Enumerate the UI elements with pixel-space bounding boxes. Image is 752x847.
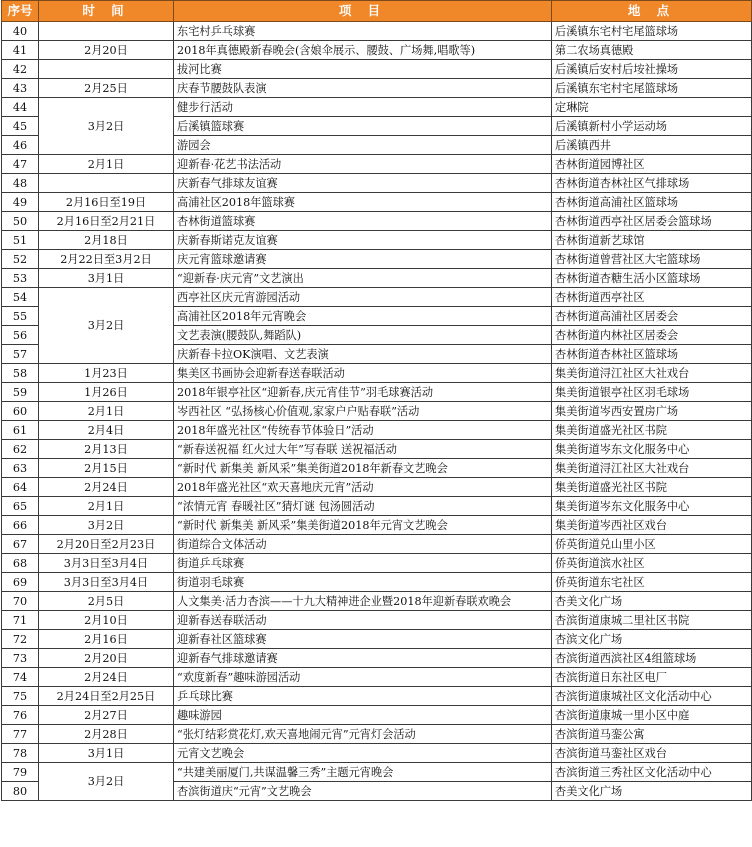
row-place: 杏滨街道西滨社区4组篮球场 [552, 649, 752, 668]
table-row [2, 383, 752, 402]
table-row [2, 535, 752, 554]
table-row [2, 592, 752, 611]
row-place: 杏滨街道康城一里小区中庭 [552, 706, 752, 725]
row-no: 54 [2, 288, 39, 307]
row-no: 53 [2, 269, 39, 288]
row-item: 街道综合文体活动 [174, 535, 552, 554]
row-no: 64 [2, 478, 39, 497]
row-date: 2月20日 [39, 41, 174, 60]
row-date: 3月3日至3月4日 [39, 554, 174, 573]
row-no: 61 [2, 421, 39, 440]
row-place: 杏林街道园博社区 [552, 155, 752, 174]
row-item: 后溪镇篮球赛 [174, 117, 552, 136]
row-place: 定琳院 [552, 98, 752, 117]
row-item: 2018年银亭社区“迎新春,庆元宵佳节”羽毛球赛活动 [174, 383, 552, 402]
table-row [2, 60, 752, 79]
table-row [2, 364, 752, 383]
row-no: 44 [2, 98, 39, 117]
table-row [2, 706, 752, 725]
row-place: 杏林街道曾营社区大宅篮球场 [552, 250, 752, 269]
row-date: 2月25日 [39, 79, 174, 98]
row-place: 杏美文化广场 [552, 782, 752, 801]
row-place: 杏滨街道马銮公寓 [552, 725, 752, 744]
row-date [39, 22, 174, 41]
events-table [1, 0, 752, 801]
table-row [2, 478, 752, 497]
row-no: 80 [2, 782, 39, 801]
row-item: “浓情元宵 春暖社区”猜灯谜 包汤圆活动 [174, 497, 552, 516]
table-row [2, 193, 752, 212]
row-place: 杏滨街道康城社区文化活动中心 [552, 687, 752, 706]
row-date: 2月20日至2月23日 [39, 535, 174, 554]
row-date: 2月16日至2月21日 [39, 212, 174, 231]
row-no: 48 [2, 174, 39, 193]
row-place: 杏滨文化广场 [552, 630, 752, 649]
row-item: 街道乒乓球赛 [174, 554, 552, 573]
row-no: 65 [2, 497, 39, 516]
row-no: 42 [2, 60, 39, 79]
row-place: 杏林街道西亭社区 [552, 288, 752, 307]
row-date: 3月2日 [39, 288, 174, 364]
row-place: 杏林街道高浦社区篮球场 [552, 193, 752, 212]
row-date: 2月5日 [39, 592, 174, 611]
row-no: 47 [2, 155, 39, 174]
row-no: 76 [2, 706, 39, 725]
row-no: 79 [2, 763, 39, 782]
table-row [2, 288, 752, 307]
table-row [2, 763, 752, 782]
row-no: 74 [2, 668, 39, 687]
table-row [2, 41, 752, 60]
row-no: 50 [2, 212, 39, 231]
row-no: 63 [2, 459, 39, 478]
row-no: 46 [2, 136, 39, 155]
row-date: 2月16日至19日 [39, 193, 174, 212]
table-row [2, 440, 752, 459]
row-place: 侨英街道兑山里小区 [552, 535, 752, 554]
row-place: 杏林街道杏林社区气排球场 [552, 174, 752, 193]
row-place: 第二农场真德殿 [552, 41, 752, 60]
row-item: 元宵文艺晚会 [174, 744, 552, 763]
row-item: 2018年真德殿新春晚会(含娘伞展示、腰鼓、广场舞,唱歌等) [174, 41, 552, 60]
row-item: 东宅村乒乓球赛 [174, 22, 552, 41]
row-date: 3月2日 [39, 516, 174, 535]
row-place: 侨英街道滨水社区 [552, 554, 752, 573]
row-date: 2月15日 [39, 459, 174, 478]
row-date: 2月24日至2月25日 [39, 687, 174, 706]
row-place: 后溪镇东宅村宅尾篮球场 [552, 79, 752, 98]
row-date: 3月3日至3月4日 [39, 573, 174, 592]
row-no: 62 [2, 440, 39, 459]
row-place: 杏林街道高浦社区居委会 [552, 307, 752, 326]
row-no: 49 [2, 193, 39, 212]
row-date: 2月18日 [39, 231, 174, 250]
table-row [2, 554, 752, 573]
row-no: 43 [2, 79, 39, 98]
table-row [2, 649, 752, 668]
row-item: 岑西社区 “弘扬核心价值观,家家户户贴春联”活动 [174, 402, 552, 421]
row-date: 2月20日 [39, 649, 174, 668]
row-place: 集美街道岑西社区戏台 [552, 516, 752, 535]
row-no: 41 [2, 41, 39, 60]
row-date: 2月28日 [39, 725, 174, 744]
row-place: 杏美文化广场 [552, 592, 752, 611]
row-place: 集美街道浔江社区大社戏台 [552, 364, 752, 383]
table-row [2, 421, 752, 440]
table-row [2, 516, 752, 535]
row-no: 58 [2, 364, 39, 383]
table-row [2, 630, 752, 649]
row-date: 1月23日 [39, 364, 174, 383]
row-no: 66 [2, 516, 39, 535]
row-item: 游园会 [174, 136, 552, 155]
row-place: 后溪镇新村小学运动场 [552, 117, 752, 136]
row-no: 68 [2, 554, 39, 573]
row-date: 2月1日 [39, 402, 174, 421]
row-item: 高浦社区2018年元宵晚会 [174, 307, 552, 326]
row-place: 集美街道岑东文化服务中心 [552, 440, 752, 459]
table-row [2, 573, 752, 592]
row-place: 集美街道浔江社区大社戏台 [552, 459, 752, 478]
row-no: 55 [2, 307, 39, 326]
table-row [2, 174, 752, 193]
row-place: 杏滨街道马銮社区戏台 [552, 744, 752, 763]
row-item: 迎新春·花艺书法活动 [174, 155, 552, 174]
row-date: 3月1日 [39, 269, 174, 288]
row-place: 杏林街道杏林社区篮球场 [552, 345, 752, 364]
table-row [2, 79, 752, 98]
row-place: 集美街道银亭社区羽毛球场 [552, 383, 752, 402]
table-row [2, 402, 752, 421]
row-item: 拔河比赛 [174, 60, 552, 79]
row-place: 杏林街道内林社区居委会 [552, 326, 752, 345]
row-date: 2月10日 [39, 611, 174, 630]
row-item: “新春送祝福 红火过大年”写春联 送祝福活动 [174, 440, 552, 459]
row-item: “迎新春·庆元宵”文艺演出 [174, 269, 552, 288]
row-item: 人文集美·活力杏滨——十九大精神进企业暨2018年迎新春联欢晚会 [174, 592, 552, 611]
row-no: 51 [2, 231, 39, 250]
table-row [2, 744, 752, 763]
table-row [2, 611, 752, 630]
row-item: 2018年盛光社区“欢天喜地庆元宵”活动 [174, 478, 552, 497]
row-item: “共建美丽厦门,共谋温馨三秀”主题元宵晚会 [174, 763, 552, 782]
row-date [39, 60, 174, 79]
row-date: 2月4日 [39, 421, 174, 440]
header-place: 地 点 [552, 1, 752, 22]
row-no: 72 [2, 630, 39, 649]
header-row [2, 1, 752, 22]
row-date: 2月1日 [39, 497, 174, 516]
row-item: 趣味游园 [174, 706, 552, 725]
row-date: 2月27日 [39, 706, 174, 725]
row-no: 69 [2, 573, 39, 592]
table-row [2, 212, 752, 231]
row-date: 3月2日 [39, 98, 174, 155]
row-no: 40 [2, 22, 39, 41]
table-row [2, 459, 752, 478]
row-date [39, 174, 174, 193]
row-no: 60 [2, 402, 39, 421]
row-date: 2月22日至3月2日 [39, 250, 174, 269]
row-item: 庆春节腰鼓队表演 [174, 79, 552, 98]
table-row [2, 250, 752, 269]
row-place: 杏滨街道日东社区电厂 [552, 668, 752, 687]
row-place: 集美街道岑西安置房广场 [552, 402, 752, 421]
row-item: 西亭社区庆元宵游园活动 [174, 288, 552, 307]
row-no: 57 [2, 345, 39, 364]
table-row [2, 269, 752, 288]
row-item: 杏滨街道庆“元宵”文艺晚会 [174, 782, 552, 801]
header-no: 序号 [2, 1, 39, 22]
row-item: “新时代 新集美 新风采”集美街道2018年元宵文艺晚会 [174, 516, 552, 535]
row-no: 71 [2, 611, 39, 630]
row-no: 75 [2, 687, 39, 706]
table-row [2, 155, 752, 174]
row-no: 59 [2, 383, 39, 402]
table-row [2, 687, 752, 706]
row-item: 街道羽毛球赛 [174, 573, 552, 592]
row-date: 2月24日 [39, 478, 174, 497]
row-item: 杏林街道篮球赛 [174, 212, 552, 231]
row-place: 杏滨街道康城二里社区书院 [552, 611, 752, 630]
row-no: 77 [2, 725, 39, 744]
table-row [2, 22, 752, 41]
row-item: “新时代 新集美 新风采”集美街道2018年新春文艺晚会 [174, 459, 552, 478]
table-row [2, 231, 752, 250]
row-item: 迎新春送春联活动 [174, 611, 552, 630]
row-place: 集美街道岑东文化服务中心 [552, 497, 752, 516]
row-item: 迎新春气排球邀请赛 [174, 649, 552, 668]
row-no: 52 [2, 250, 39, 269]
table-row [2, 98, 752, 117]
row-date: 2月1日 [39, 155, 174, 174]
row-date: 2月13日 [39, 440, 174, 459]
row-item: 庆元宵篮球邀请赛 [174, 250, 552, 269]
row-item: 2018年盛光社区“传统春节体验日”活动 [174, 421, 552, 440]
row-date: 2月24日 [39, 668, 174, 687]
row-item: 庆新春卡拉OK演唱、文艺表演 [174, 345, 552, 364]
row-no: 45 [2, 117, 39, 136]
row-place: 后溪镇后安村后垵社操场 [552, 60, 752, 79]
row-place: 集美街道盛光社区书院 [552, 421, 752, 440]
row-place: 后溪镇西井 [552, 136, 752, 155]
row-item: 高浦社区2018年篮球赛 [174, 193, 552, 212]
table-row [2, 668, 752, 687]
row-place: 侨英街道东宅社区 [552, 573, 752, 592]
row-place: 杏滨街道三秀社区文化活动中心 [552, 763, 752, 782]
row-place: 杏林街道新艺球馆 [552, 231, 752, 250]
row-item: 健步行活动 [174, 98, 552, 117]
row-place: 集美街道盛光社区书院 [552, 478, 752, 497]
row-date: 3月2日 [39, 763, 174, 801]
row-no: 67 [2, 535, 39, 554]
row-place: 杏林街道杏糖生活小区篮球场 [552, 269, 752, 288]
row-date: 2月16日 [39, 630, 174, 649]
table-row [2, 497, 752, 516]
row-item: 乒乓球比赛 [174, 687, 552, 706]
row-no: 78 [2, 744, 39, 763]
header-item: 项 目 [174, 1, 552, 22]
row-item: 庆新春气排球友谊赛 [174, 174, 552, 193]
header-date: 时 间 [39, 1, 174, 22]
row-item: 集美区书画协会迎新春送春联活动 [174, 364, 552, 383]
row-place: 后溪镇东宅村宅尾篮球场 [552, 22, 752, 41]
row-item: 文艺表演(腰鼓队,舞蹈队) [174, 326, 552, 345]
row-item: 迎新春社区篮球赛 [174, 630, 552, 649]
row-date: 3月1日 [39, 744, 174, 763]
row-item: “张灯结彩赏花灯,欢天喜地闹元宵”元宵灯会活动 [174, 725, 552, 744]
row-no: 73 [2, 649, 39, 668]
row-place: 杏林街道西亭社区居委会篮球场 [552, 212, 752, 231]
row-date: 1月26日 [39, 383, 174, 402]
row-item: 庆新春斯诺克友谊赛 [174, 231, 552, 250]
row-no: 56 [2, 326, 39, 345]
row-no: 70 [2, 592, 39, 611]
table-row [2, 725, 752, 744]
row-item: “欢度新春”趣味游园活动 [174, 668, 552, 687]
